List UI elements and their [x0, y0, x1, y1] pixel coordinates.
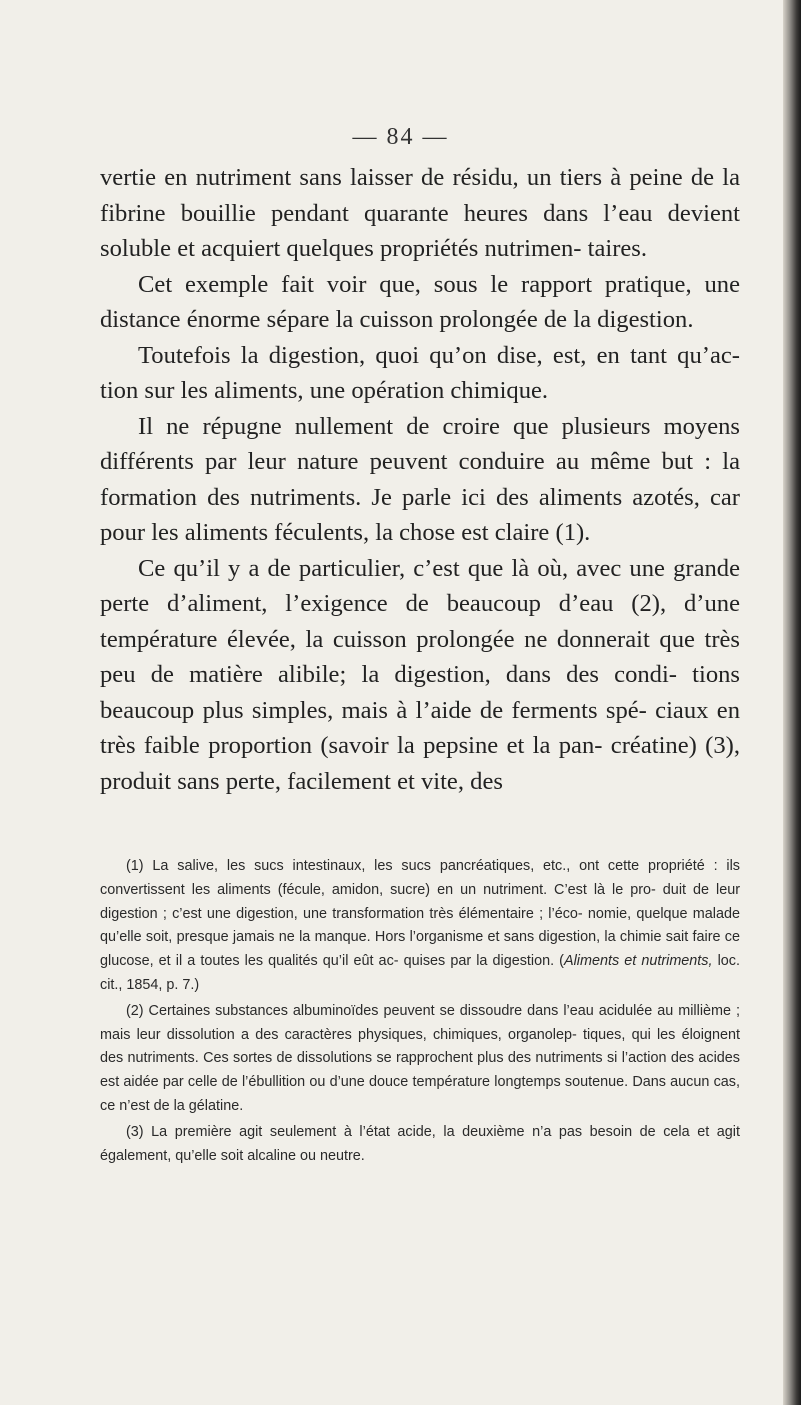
paragraph-continuation: vertie en nutriment sans laisser de résidu, un tiers à peine de la fibrine bouillie pendant quarante heures dans l’eau devient soluble et acquiert quelques propriétés nutrimen- taires. [100, 164, 740, 262]
paragraph: Toutefois la digestion, quoi qu’on dise, est, en tant qu’ac- tion sur les aliments, une opération chimique. [100, 341, 740, 404]
page-number: — 84 — [352, 124, 449, 150]
page-edge-shadow [783, 0, 801, 1405]
footnote-1 [100, 855, 740, 998]
main-text [100, 160, 740, 799]
footnote-text: loc. cit., 1854, p. 7.) [100, 953, 740, 993]
paragraph: Cet exemple fait voir que, sous le rapport pratique, une distance énorme sépare la cuisson prolongée de la digestion. [100, 270, 740, 333]
footnote-citation-title: Aliments et nutriments, [563, 953, 713, 970]
paragraph: Il ne répugne nullement de croire que plusieurs moyens différents par leur nature peuvent conduire au même but : la formation des nutriments. Je parle ici des aliments azotés, car pour les aliments féculents, la chose est claire (1). [100, 412, 740, 546]
footnote-3: (3) La première agit seulement à l’état acide, la deuxième n’a pas besoin de cela et agit également, qu’elle soit alcaline ou neutre. [100, 1123, 740, 1164]
footnote-2: (2) Certaines substances albuminoïdes peuvent se dissoudre dans l’eau acidulée au millième ; mais leur dissolution a des caractères physiques, chimiques, organolep- tiques, qui les éloignent des nutriments. Ces sortes de dissolutions se rapprochent plus des nutriments si l’action des acides est aidée par celle de l’ébullition ou d’une douce température longtemps soutenue. Dans aucun cas, ce n’est de la gélatine. [100, 1002, 740, 1114]
footnotes [100, 855, 740, 1168]
paragraph: Ce qu’il y a de particulier, c’est que là où, avec une grande perte d’aliment, l’exigence de beaucoup d’eau (2), d’une température élevée, la cuisson prolongée ne donnerait que très peu de matière alibile; la digestion, dans des condi- tions beaucoup plus simples, mais à l’aide de ferments spé- ciaux en très faible proportion (savoir la pepsine et la pan- créatine) (3), produit sans perte, facilement et vite, des [100, 554, 740, 795]
footnote-text: (1) La salive, les sucs intestinaux, les sucs pancréatiques, etc., ont cette propriété : ils convertissent les aliments (fécule, amidon, sucre) en un nutriment. C’est là le pro- duit de leur digestion ; c’est une digestion, une transformation très élémentaire ; l’éco- nomie, quelque malade qu’elle soit, presque jamais ne la manque. Hors l’organisme et sans digestion, la chimie sait faire ce glucose, et il a toutes les qualités qu’il eût ac- quises par la digestion. ( [100, 858, 740, 970]
